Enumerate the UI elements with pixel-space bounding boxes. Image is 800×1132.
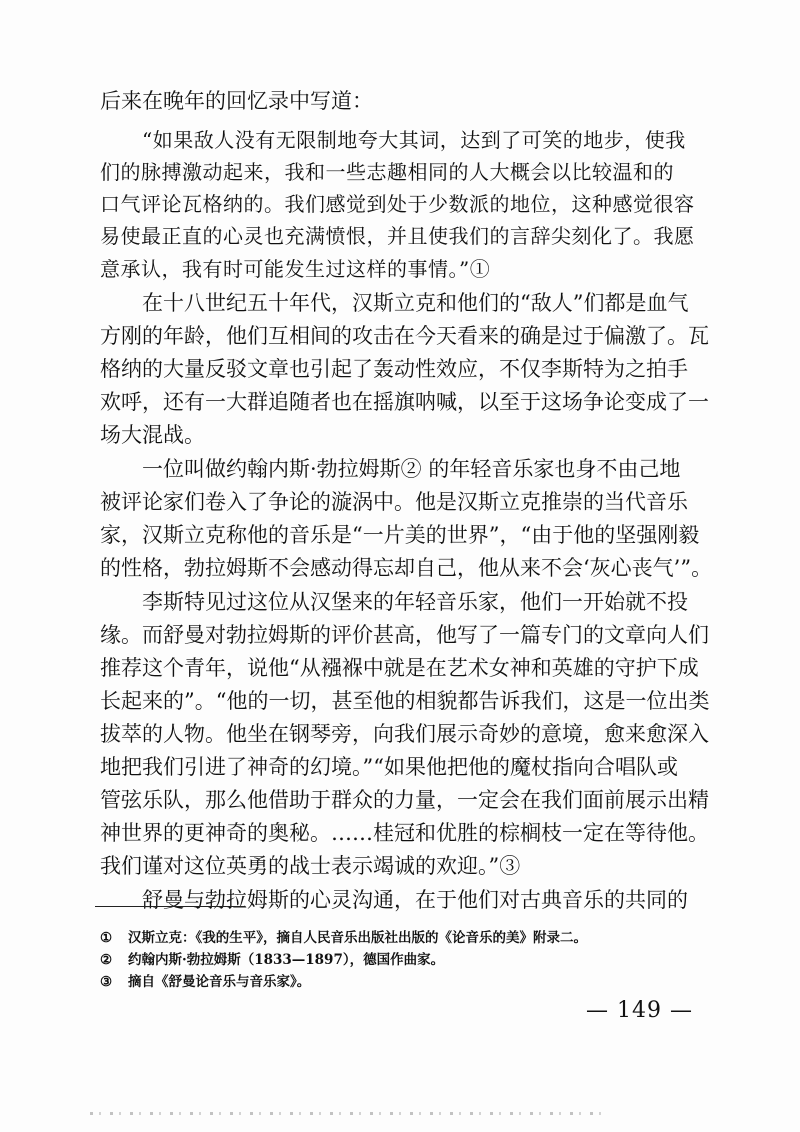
text-line: 的性格，勃拉姆斯不会感动得忘却自己，他从来不会‘灰心丧气’”。: [100, 556, 713, 580]
page-number: — 149 —: [586, 998, 693, 1023]
text-line: 方刚的年龄，他们互相间的攻击在今天看来的确是过于偏激了。瓦: [100, 324, 709, 348]
footnote-text: 约翰内斯·勃拉姆斯（1833—1897），德国作曲家。: [128, 952, 445, 968]
scan-noise: [90, 1112, 610, 1115]
footnote-3: [100, 972, 311, 992]
text-line: 管弦乐队，那么他借助于群众的力量，一定会在我们面前展示出精: [100, 788, 709, 812]
text-line: “如果敌人没有无限制地夸大其词，达到了可笑的地步，使我: [142, 128, 686, 152]
text-line: 长起来的”。“他的一切，甚至他的相貌都告诉我们，这是一位出类: [100, 689, 710, 713]
text-line: 家，汉斯立克称他的音乐是“一片美的世界”，“由于他的坚强刚毅: [100, 523, 700, 547]
footnote-2: [100, 950, 445, 970]
text-line: 李斯特见过这位从汉堡来的年轻音乐家，他们一开始就不投: [142, 590, 688, 614]
text-line: 地把我们引进了神奇的幻境。”“如果他把他的魔杖指向合唱队或: [100, 755, 678, 779]
footnote-marker: ②: [100, 952, 113, 968]
text-line: 们的脉搏激动起来，我和一些志趣相同的人大概会以比较温和的: [100, 160, 674, 184]
text-line: 欢呼，还有一大群追随者也在摇旗呐喊，以至于这场争论变成了一: [100, 390, 709, 414]
text-line: 舒曼与勃拉姆斯的心灵沟通，在于他们对古典音乐的共同的: [142, 888, 688, 912]
footnote-divider: [95, 906, 245, 907]
text-line: 后来在晚年的回忆录中写道：: [100, 89, 373, 113]
text-line: 被评论家们卷入了争论的漩涡中。他是汉斯立克推崇的当代音乐: [100, 490, 688, 514]
text-line: 我们谨对这位英勇的战士表示竭诚的欢迎。”③: [100, 854, 521, 878]
text-line: 易使最正直的心灵也充满愤恨，并且使我们的言辞尖刻化了。我愿: [100, 224, 695, 248]
footnote-marker: ①: [100, 930, 113, 946]
text-line: 缘。而舒曼对勃拉姆斯的评价甚高，他写了一篇专门的文章向人们: [100, 623, 709, 647]
text-line: 口气评论瓦格纳的。我们感觉到处于少数派的地位，这种感觉很容: [100, 192, 695, 216]
footnote-text: 汉斯立克：《我的生平》，摘自人民音乐出版社出版的《论音乐的美》附录二。: [128, 930, 587, 946]
text-line: 神世界的更神奇的奥秘。……桂冠和优胜的棕榈枝一定在等待他。: [100, 821, 709, 845]
text-line: 意承认，我有时可能发生过这样的事情。”①: [100, 257, 491, 281]
text-line: 拔萃的人物。他坐在钢琴旁，向我们展示奇妙的意境，愈来愈深入: [100, 722, 709, 746]
text-line: 格纳的大量反驳文章也引起了轰动性效应，不仅李斯特为之拍手: [100, 357, 688, 381]
text-line: 推荐这个青年，说他“从襁褓中就是在艺术女神和英雄的守护下成: [100, 656, 699, 680]
text-line: 一位叫做约翰内斯·勃拉姆斯② 的年轻音乐家也身不由己地: [142, 457, 681, 481]
footnote-marker: ③: [100, 974, 113, 990]
text-line: 场大混战。: [100, 423, 205, 447]
text-line: 在十八世纪五十年代，汉斯立克和他们的“敌人”们都是血气: [142, 291, 689, 315]
footnote-1: [100, 928, 587, 948]
footnote-text: 摘自《舒曼论音乐与音乐家》。: [128, 974, 311, 990]
